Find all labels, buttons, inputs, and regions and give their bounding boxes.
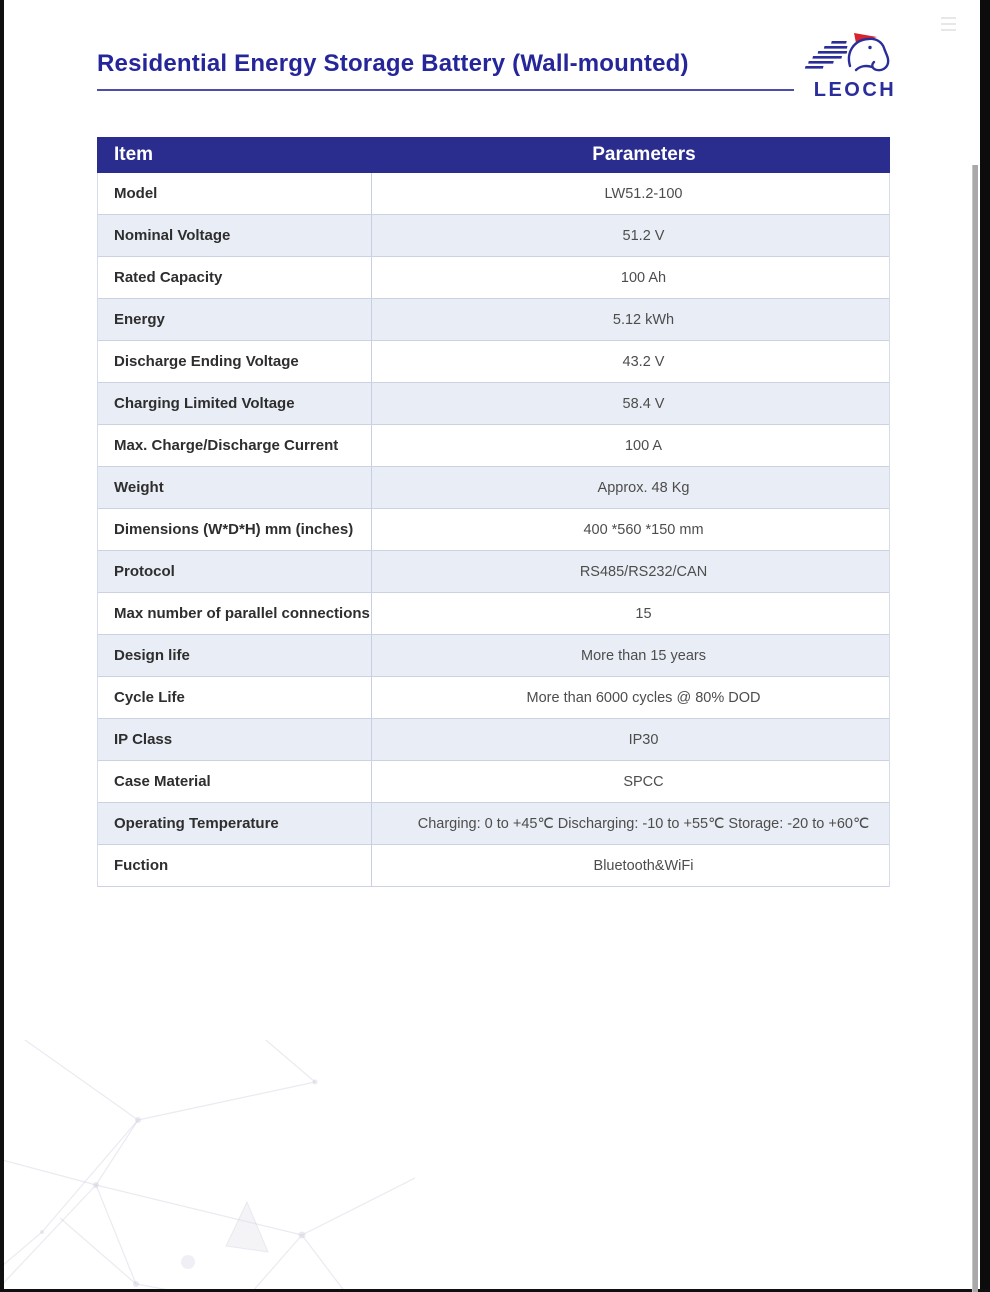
spec-table <box>97 137 890 887</box>
row-item-label: Discharge Ending Voltage <box>98 341 372 382</box>
table-row <box>98 467 889 509</box>
table-row <box>98 425 889 467</box>
row-parameter-value: 51.2 V <box>622 227 665 244</box>
page-title: Residential Energy Storage Battery (Wall-mounted) <box>97 50 689 77</box>
row-item-label: Weight <box>98 467 372 508</box>
table-row <box>98 215 889 257</box>
table-row <box>98 341 889 383</box>
horse-head-logo-icon <box>796 32 916 102</box>
row-parameter-value: More than 15 years <box>581 647 706 664</box>
row-parameter-value: 400 *560 *150 mm <box>583 521 704 538</box>
row-parameter-value: 58.4 V <box>622 395 665 412</box>
row-parameter-value: More than 6000 cycles @ 80% DOD <box>526 689 761 706</box>
row-item-label: Dimensions (W*D*H) mm (inches) <box>98 509 372 550</box>
row-parameter-value: 5.12 kWh <box>612 311 675 328</box>
row-item-label: Max. Charge/Discharge Current <box>98 425 372 466</box>
row-item-label: Protocol <box>98 551 372 592</box>
table-row <box>98 677 889 719</box>
row-item-label: Case Material <box>98 761 372 802</box>
title-underline <box>97 89 794 91</box>
row-parameter-value: LW51.2-100 <box>604 185 683 202</box>
table-row <box>98 761 889 803</box>
row-parameter-value: 43.2 V <box>622 353 665 370</box>
viewer-right-edge <box>980 0 990 1292</box>
row-item-label: Fuction <box>98 845 372 886</box>
row-item-label: Nominal Voltage <box>98 215 372 256</box>
row-item-label: Cycle Life <box>98 677 372 718</box>
table-row <box>98 299 889 341</box>
table-header-row <box>97 137 890 173</box>
table-row <box>98 173 889 215</box>
row-item-label: Max number of parallel connections <box>98 593 372 634</box>
row-parameter-value: Approx. 48 Kg <box>597 479 690 496</box>
table-row <box>98 593 889 635</box>
column-header-item: Item <box>114 144 154 165</box>
table-body <box>98 173 889 887</box>
table-row <box>98 845 889 887</box>
menu-icon[interactable] <box>941 17 956 35</box>
leoch-logo <box>796 32 916 102</box>
row-item-label: Operating Temperature <box>98 803 372 844</box>
table-row <box>98 719 889 761</box>
logo-brand-text: LEOCH <box>813 79 897 101</box>
row-item-label: Model <box>98 173 372 214</box>
row-item-label: Energy <box>98 299 372 340</box>
background-network-pattern <box>0 1040 430 1292</box>
row-item-label: IP Class <box>98 719 372 760</box>
row-parameter-value: Bluetooth&WiFi <box>593 857 694 874</box>
row-item-label: Design life <box>98 635 372 676</box>
viewer-left-edge <box>0 0 4 1292</box>
row-item-label: Charging Limited Voltage <box>98 383 372 424</box>
scrollbar-thumb[interactable] <box>972 165 978 1292</box>
row-parameter-value: 100 A <box>624 437 663 454</box>
table-row <box>98 635 889 677</box>
table-row <box>98 551 889 593</box>
row-parameter-value: SPCC <box>623 773 664 790</box>
row-parameter-value: IP30 <box>628 731 659 748</box>
row-parameter-value: RS485/RS232/CAN <box>579 563 708 580</box>
row-parameter-value: 15 <box>635 605 652 622</box>
row-parameter-value: 100 Ah <box>620 269 667 286</box>
table-row <box>98 257 889 299</box>
column-header-parameters: Parameters <box>592 144 696 165</box>
table-row <box>98 509 889 551</box>
table-row <box>98 803 889 845</box>
table-row <box>98 383 889 425</box>
row-parameter-value: Charging: 0 to +45℃ Discharging: -10 to +55℃ Storage: -20 to +60℃ <box>417 815 870 832</box>
row-item-label: Rated Capacity <box>98 257 372 298</box>
